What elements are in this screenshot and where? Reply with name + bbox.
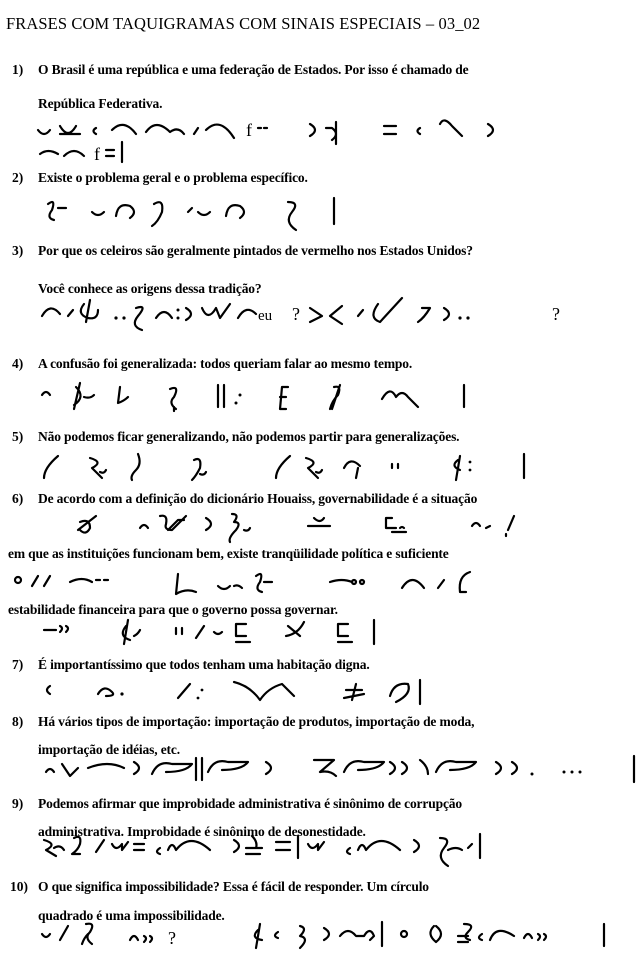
shorthand-stroke-line xyxy=(40,828,640,868)
shorthand-stroke-line xyxy=(40,614,440,648)
item-number: 2) xyxy=(12,170,24,185)
sentence-line: Existe o problema geral e o problema específico. xyxy=(38,170,308,185)
sentence-line: República Federativa. xyxy=(38,96,163,111)
shorthand-stroke-line xyxy=(40,750,640,790)
svg-text:f: f xyxy=(246,120,252,140)
sentence-line: De acordo com a definição do dicionário Houaiss, governabilidade é a situação xyxy=(38,491,478,506)
shorthand-stroke-line xyxy=(40,377,490,417)
svg-text:?: ? xyxy=(292,304,300,324)
item-number: 4) xyxy=(12,356,24,371)
shorthand-stroke-line xyxy=(40,448,540,488)
shorthand-stroke-line xyxy=(38,916,638,956)
sentence-line: Você conhece as origens dessa tradição? xyxy=(38,281,262,296)
shorthand-stroke-line xyxy=(38,294,578,334)
item-number: 6) xyxy=(12,491,24,506)
sentence-line: Podemos afirmar que improbidade administrativa é sinônimo de corrupção xyxy=(38,796,462,811)
shorthand-stroke-line xyxy=(36,114,576,166)
sentence-line: O que significa impossibilidade? Essa é fácil de responder. Um círculo xyxy=(38,879,429,894)
sentence-line: importação de idéias, etc. xyxy=(38,742,180,757)
sentence-line: administrativa. Improbidade é sinônimo de desonestidade. xyxy=(38,824,366,839)
svg-text:?: ? xyxy=(552,304,560,324)
item-number: 9) xyxy=(12,796,24,811)
sentence-line: Há vários tipos de importação: importação de produtos, importação de moda, xyxy=(38,714,475,729)
sentence-line: Por que os celeiros são geralmente pintados de vermelho nos Estados Unidos? xyxy=(38,243,473,258)
item-number: 10) xyxy=(10,879,28,894)
sentence-line: Não podemos ficar generalizando, não podemos partir para generalizações. xyxy=(38,429,460,444)
item-number: 3) xyxy=(12,243,24,258)
shorthand-stroke-line xyxy=(74,508,574,542)
page-title: FRASES COM TAQUIGRAMAS COM SINAIS ESPECIAIS – 03_02 xyxy=(6,14,481,33)
svg-text:?: ? xyxy=(168,928,176,948)
item-number: 5) xyxy=(12,429,24,444)
sentence-line: estabilidade financeira para que o governo possa governar. xyxy=(8,602,338,617)
svg-text:f: f xyxy=(94,144,100,164)
shorthand-stroke-line xyxy=(42,674,462,710)
shorthand-stroke-line xyxy=(10,566,470,596)
item-number: 1) xyxy=(12,62,24,77)
shorthand-stroke-line xyxy=(44,194,364,230)
sentence-line: É importantíssimo que todos tenham uma habitação digna. xyxy=(38,657,370,672)
sentence-line: em que as instituições funcionam bem, existe tranqüilidade política e suficiente xyxy=(8,546,449,561)
item-number: 7) xyxy=(12,657,24,672)
sentence-line: quadrado é uma impossibilidade. xyxy=(38,908,225,923)
svg-text:eu: eu xyxy=(258,308,273,324)
sentence-line: O Brasil é uma república e uma federação de Estados. Por isso é chamado de xyxy=(38,62,469,77)
item-number: 8) xyxy=(12,714,24,729)
sentence-line: A confusão foi generalizada: todos queriam falar ao mesmo tempo. xyxy=(38,356,413,371)
